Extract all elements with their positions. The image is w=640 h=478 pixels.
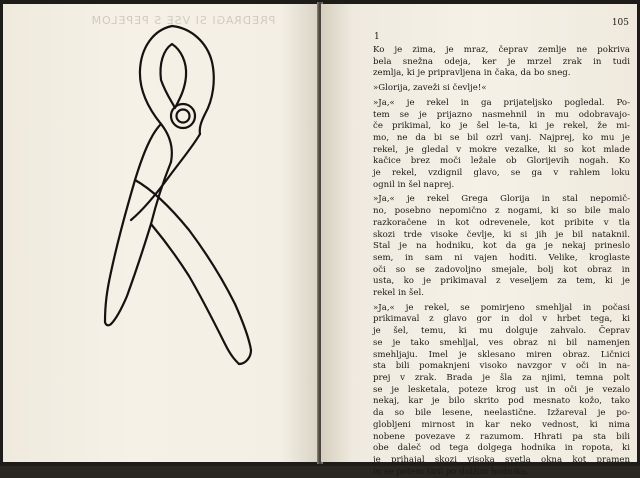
paragraph — [373, 194, 630, 299]
text-line: sta bili pomaknjeni visoko navzgor v oči in na- — [373, 361, 630, 372]
text-line: je prihajal skozi visoka svetla okna kot pramen — [373, 454, 630, 465]
text-line: »Ja,« je rekel, se pomirjeno smehljal in počasi — [373, 302, 630, 313]
text-line: je šel, temu, ki mu dolguje zahvalo. Čeprav — [373, 326, 630, 337]
text-line: prikimaval z glavo gor in dol v hrbet tega, ki — [373, 314, 630, 325]
paragraph — [373, 303, 630, 478]
text-line: Stal je na hodniku, kot da ga je nekaj prineslo — [373, 241, 630, 252]
bleed-through-running-head: PREDRAGI SI VSE S PEPELOM — [90, 14, 276, 27]
text-line: bela snežna odeja, ker je mrzel zrak in tudi — [373, 56, 630, 67]
text-line: skozi trde visoke čevlje, ki si jih je bil nataknil. — [373, 229, 630, 240]
left-page — [3, 4, 319, 462]
text-line: se je lesketala, poteze krog ust in oči je vezalo — [373, 384, 630, 395]
pliers-jaw-opening — [160, 44, 186, 108]
text-line: tem se je prijazno nasmehnil in mu odobravajo- — [373, 109, 630, 120]
text-line: Ko je zima, je mraz, čeprav zemlje ne pokriva — [373, 45, 630, 55]
right-page — [321, 4, 637, 477]
text-line: obe daleč od tega dolgega hodnika in ropota, ki — [373, 443, 630, 454]
text-line: sem, in sam ni vajen hoditi. Velike, kroglaste — [373, 252, 630, 263]
page-number: 105 — [611, 18, 629, 28]
pliers-right-jaw — [172, 26, 214, 134]
text-line: »Glorija, zaveži si čevlje!« — [373, 83, 487, 94]
text-line: kačice brez moči ležale ob Glorijevih nogah. Ko — [373, 156, 630, 167]
paragraph — [373, 45, 630, 80]
text-line: no, posebno nepomično z nogami, ki so bile malo — [373, 206, 630, 217]
text-line: zemlja, ki je pripravljena in čaka, da bo sneg. — [373, 68, 571, 79]
body-text — [373, 45, 630, 478]
paragraph — [373, 98, 630, 192]
text-line: je rekel, vzdignil glavo, se ga v rahlem loku — [373, 168, 630, 179]
text-line: mo, ne da bi se bil ozrl vanj. Najprej, ko mu je — [373, 132, 630, 143]
text-line: »Ja,« je rekel Grega Glorija in stal nepomič- — [373, 194, 630, 205]
text-line: globljeni mirnost in kar neko vednost, ki nima — [373, 419, 630, 430]
pliers-left-handle — [105, 124, 161, 322]
text-line: da so bile lesene, neelastične. Izžareval je po- — [373, 408, 630, 419]
text-line: »Ja,« je rekel in ga prijateljsko pogledal. Po- — [373, 97, 630, 108]
paragraph — [373, 83, 630, 95]
text-line: ognil in šel naprej. — [373, 179, 455, 190]
chapter-number: 1 — [374, 32, 380, 42]
text-line: smehljaju. Imel je sklesano miren obraz. Ličnici — [373, 349, 630, 360]
text-line: usta, ko je prikimaval z veseljem za tem, ki je — [373, 276, 630, 287]
text-line: se je tako smehljal, ves obraz ni bil namenjen — [373, 337, 630, 348]
text-line: in se potem širil po dolžini hodnika. — [373, 466, 529, 477]
pliers-pivot — [171, 104, 195, 128]
text-line: nekaj, kar je bilo skrito pod mesnato kožo, tako — [373, 396, 630, 407]
text-line: prej v zrak. Brada je šla za njimi, temna polt — [373, 372, 630, 383]
text-line: nobene povezave z razumom. Hhrati pa sta bili — [373, 431, 630, 442]
text-line: rekel in šel. — [373, 288, 424, 299]
text-line: rekel, je gledal v mokre vezalke, ki so kot mlade — [373, 144, 630, 155]
text-line: razkoračene in kot odrevenele, kot pribite v tla — [373, 217, 630, 228]
pliers-illustration — [3, 4, 319, 462]
text-line: oči so se zadovoljno smejale, bolj kot obraz in — [373, 264, 630, 275]
text-line: če prikimal, ko je šel le-ta, ki je rekel, že mi- — [373, 121, 630, 132]
